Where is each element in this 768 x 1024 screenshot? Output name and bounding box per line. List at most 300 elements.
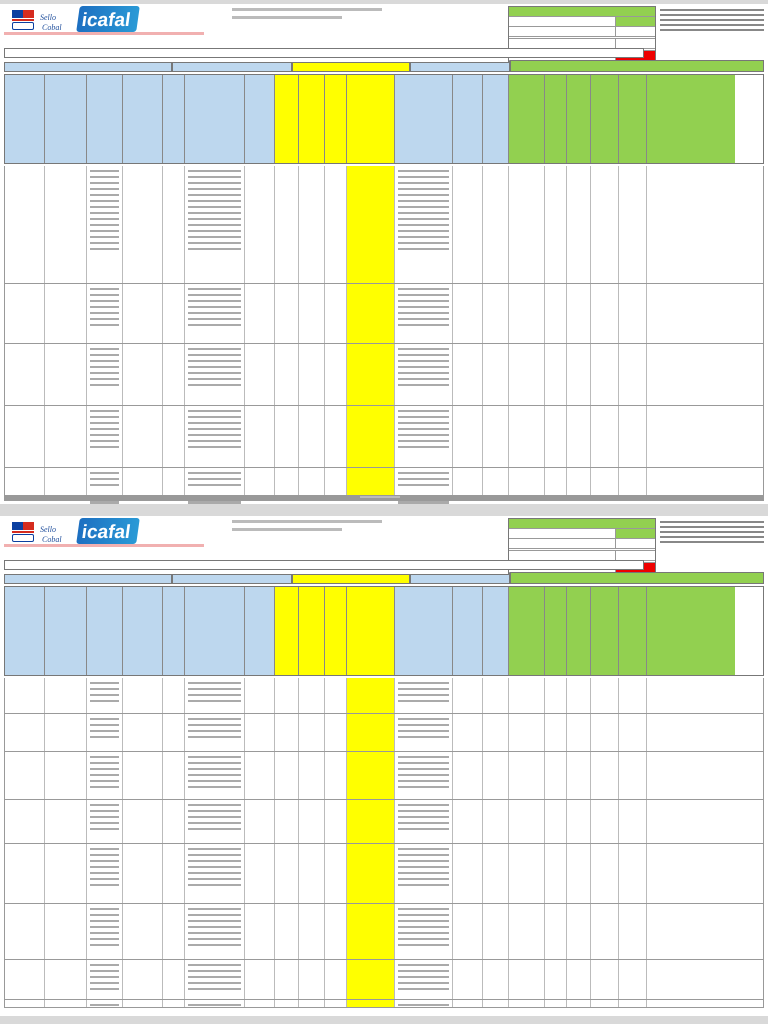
table-cell bbox=[299, 844, 325, 903]
table-cell bbox=[395, 904, 453, 959]
table-cell bbox=[347, 844, 395, 903]
table-cell bbox=[567, 714, 591, 751]
table-cell bbox=[453, 714, 483, 751]
table-row bbox=[4, 284, 764, 344]
svg-text:Cobal: Cobal bbox=[42, 535, 62, 544]
table-cell bbox=[163, 468, 185, 495]
table-cell bbox=[325, 844, 347, 903]
table-cell bbox=[509, 678, 545, 713]
table-cell bbox=[87, 166, 123, 283]
table-cell bbox=[647, 800, 735, 843]
table-cell bbox=[567, 166, 591, 283]
table-cell bbox=[453, 800, 483, 843]
table-cell bbox=[245, 752, 275, 799]
table-cell bbox=[545, 1000, 567, 1007]
table-row bbox=[4, 960, 764, 1000]
risk-matrix-body-2 bbox=[4, 678, 764, 1008]
table-cell bbox=[545, 960, 567, 999]
table-cell bbox=[509, 960, 545, 999]
table-cell bbox=[509, 1000, 545, 1007]
table-cell bbox=[395, 1000, 453, 1007]
table-cell bbox=[5, 752, 45, 799]
table-cell bbox=[347, 344, 395, 405]
table-cell bbox=[45, 468, 87, 495]
table-cell bbox=[185, 344, 245, 405]
table-cell bbox=[245, 166, 275, 283]
table-cell bbox=[483, 800, 509, 843]
table-row bbox=[4, 844, 764, 904]
table-cell bbox=[591, 844, 619, 903]
table-cell bbox=[325, 714, 347, 751]
table-cell bbox=[245, 800, 275, 843]
table-cell bbox=[325, 678, 347, 713]
table-cell bbox=[619, 960, 647, 999]
table-cell bbox=[45, 904, 87, 959]
table-cell bbox=[5, 1000, 45, 1007]
table-cell bbox=[325, 960, 347, 999]
table-cell bbox=[619, 678, 647, 713]
table-cell bbox=[509, 468, 545, 495]
table-cell bbox=[185, 752, 245, 799]
table-cell bbox=[299, 1000, 325, 1007]
table-cell bbox=[483, 844, 509, 903]
table-cell bbox=[325, 800, 347, 843]
company-title bbox=[232, 8, 382, 11]
table-cell bbox=[395, 468, 453, 495]
table-row bbox=[4, 166, 764, 284]
table-cell bbox=[45, 344, 87, 405]
table-cell bbox=[185, 166, 245, 283]
table-cell bbox=[509, 284, 545, 343]
table-cell bbox=[275, 752, 299, 799]
table-cell bbox=[123, 678, 163, 713]
table-cell bbox=[87, 344, 123, 405]
table-cell bbox=[275, 960, 299, 999]
table-cell bbox=[185, 904, 245, 959]
table-cell bbox=[483, 752, 509, 799]
table-cell bbox=[5, 344, 45, 405]
table-cell bbox=[163, 752, 185, 799]
table-cell bbox=[5, 166, 45, 283]
table-cell bbox=[647, 904, 735, 959]
area-info-row bbox=[4, 48, 644, 58]
table-cell bbox=[163, 166, 185, 283]
table-cell bbox=[299, 406, 325, 467]
table-row bbox=[4, 752, 764, 800]
table-row bbox=[4, 500, 764, 501]
table-cell bbox=[325, 904, 347, 959]
table-cell bbox=[545, 752, 567, 799]
table-cell bbox=[567, 284, 591, 343]
svg-text:icafal: icafal bbox=[80, 522, 132, 543]
table-cell bbox=[123, 406, 163, 467]
table-cell bbox=[5, 406, 45, 467]
area-info-row bbox=[4, 560, 644, 570]
table-cell bbox=[453, 468, 483, 495]
table-cell bbox=[347, 752, 395, 799]
table-cell bbox=[123, 752, 163, 799]
table-cell bbox=[87, 960, 123, 999]
table-cell bbox=[87, 678, 123, 713]
table-cell bbox=[483, 166, 509, 283]
table-cell bbox=[5, 904, 45, 959]
table-cell bbox=[45, 166, 87, 283]
table-cell bbox=[245, 468, 275, 495]
table-cell bbox=[567, 406, 591, 467]
table-cell bbox=[591, 344, 619, 405]
table-cell bbox=[647, 752, 735, 799]
table-cell bbox=[483, 904, 509, 959]
table-row bbox=[4, 344, 764, 406]
table-cell bbox=[275, 284, 299, 343]
table-cell bbox=[395, 960, 453, 999]
government-logo-icon bbox=[12, 522, 34, 544]
section-controls bbox=[172, 62, 292, 72]
table-cell bbox=[299, 166, 325, 283]
table-cell bbox=[647, 468, 735, 495]
government-logo-icon bbox=[12, 10, 34, 32]
table-cell bbox=[123, 166, 163, 283]
table-cell bbox=[545, 406, 567, 467]
table-cell bbox=[509, 406, 545, 467]
table-cell bbox=[545, 714, 567, 751]
table-cell bbox=[325, 752, 347, 799]
table-cell bbox=[325, 284, 347, 343]
table-cell bbox=[545, 166, 567, 283]
table-cell bbox=[453, 844, 483, 903]
risk-formula-note bbox=[660, 6, 764, 46]
company-logo-icon bbox=[76, 518, 140, 544]
table-cell bbox=[5, 844, 45, 903]
table-cell bbox=[591, 752, 619, 799]
svg-text:Sello: Sello bbox=[40, 525, 56, 534]
table-cell bbox=[325, 406, 347, 467]
table-cell bbox=[567, 800, 591, 843]
table-cell bbox=[275, 166, 299, 283]
table-cell bbox=[395, 800, 453, 843]
table-cell bbox=[545, 844, 567, 903]
table-cell bbox=[647, 1000, 735, 1007]
table-cell bbox=[591, 678, 619, 713]
table-cell bbox=[567, 752, 591, 799]
table-cell bbox=[567, 678, 591, 713]
table-cell bbox=[163, 344, 185, 405]
table-cell bbox=[87, 406, 123, 467]
company-title bbox=[232, 520, 382, 523]
table-cell bbox=[619, 752, 647, 799]
table-cell bbox=[395, 714, 453, 751]
header-warning-text bbox=[4, 32, 204, 35]
table-cell bbox=[567, 468, 591, 495]
table-cell bbox=[483, 406, 509, 467]
table-cell bbox=[185, 844, 245, 903]
table-cell bbox=[647, 844, 735, 903]
table-cell bbox=[567, 960, 591, 999]
table-cell bbox=[5, 284, 45, 343]
column-headers bbox=[4, 74, 764, 164]
table-cell bbox=[509, 844, 545, 903]
table-cell bbox=[299, 344, 325, 405]
table-cell bbox=[567, 844, 591, 903]
table-cell bbox=[483, 960, 509, 999]
table-cell bbox=[509, 714, 545, 751]
table-cell bbox=[509, 344, 545, 405]
table-cell bbox=[275, 468, 299, 495]
matrix-code bbox=[232, 528, 342, 531]
table-cell bbox=[483, 468, 509, 495]
table-cell bbox=[163, 960, 185, 999]
table-cell bbox=[453, 678, 483, 713]
table-cell bbox=[545, 344, 567, 405]
table-cell bbox=[395, 752, 453, 799]
table-cell bbox=[163, 406, 185, 467]
table-cell bbox=[275, 800, 299, 843]
table-cell bbox=[185, 468, 245, 495]
table-cell bbox=[619, 406, 647, 467]
table-row bbox=[4, 800, 764, 844]
table-cell bbox=[185, 800, 245, 843]
table-cell bbox=[619, 166, 647, 283]
table-row bbox=[4, 904, 764, 960]
section-additional-measures bbox=[410, 574, 510, 584]
table-cell bbox=[647, 344, 735, 405]
table-cell bbox=[545, 904, 567, 959]
table-cell bbox=[347, 284, 395, 343]
table-cell bbox=[509, 752, 545, 799]
table-cell bbox=[45, 752, 87, 799]
section-residual-risk bbox=[510, 60, 764, 72]
table-cell bbox=[567, 904, 591, 959]
table-cell bbox=[545, 284, 567, 343]
table-cell bbox=[245, 406, 275, 467]
sheet-page-2 bbox=[0, 516, 768, 1016]
table-cell bbox=[453, 960, 483, 999]
table-cell bbox=[325, 468, 347, 495]
table-cell bbox=[395, 678, 453, 713]
table-cell bbox=[275, 344, 299, 405]
matrix-code bbox=[232, 16, 342, 19]
table-cell bbox=[619, 344, 647, 405]
table-cell bbox=[275, 406, 299, 467]
table-cell bbox=[123, 344, 163, 405]
table-cell bbox=[483, 344, 509, 405]
table-cell bbox=[163, 844, 185, 903]
section-description bbox=[4, 574, 172, 584]
table-cell bbox=[299, 468, 325, 495]
table-cell bbox=[545, 468, 567, 495]
svg-text:icafal: icafal bbox=[80, 10, 132, 31]
company-logo-icon bbox=[76, 6, 140, 32]
section-evaluation bbox=[292, 574, 410, 584]
table-cell bbox=[647, 714, 735, 751]
table-cell bbox=[325, 1000, 347, 1007]
table-cell bbox=[591, 800, 619, 843]
table-cell bbox=[453, 1000, 483, 1007]
table-cell bbox=[5, 960, 45, 999]
table-cell bbox=[87, 844, 123, 903]
table-cell bbox=[453, 406, 483, 467]
table-cell bbox=[347, 1000, 395, 1007]
table-cell bbox=[245, 904, 275, 959]
table-cell bbox=[5, 714, 45, 751]
seal-logo-icon bbox=[38, 8, 72, 34]
table-cell bbox=[163, 1000, 185, 1007]
table-cell bbox=[347, 468, 395, 495]
table-cell bbox=[453, 284, 483, 343]
section-evaluation bbox=[292, 62, 410, 72]
table-cell bbox=[347, 406, 395, 467]
table-cell bbox=[591, 166, 619, 283]
table-cell bbox=[299, 752, 325, 799]
table-cell bbox=[299, 960, 325, 999]
table-cell bbox=[163, 714, 185, 751]
section-description bbox=[4, 62, 172, 72]
table-cell bbox=[5, 678, 45, 713]
table-cell bbox=[347, 166, 395, 283]
table-cell bbox=[299, 678, 325, 713]
table-cell bbox=[245, 714, 275, 751]
table-cell bbox=[163, 284, 185, 343]
table-cell bbox=[325, 344, 347, 405]
table-cell bbox=[123, 800, 163, 843]
seal-logo-icon bbox=[38, 520, 72, 546]
table-cell bbox=[325, 166, 347, 283]
table-cell bbox=[185, 678, 245, 713]
table-cell bbox=[453, 904, 483, 959]
table-row bbox=[4, 468, 764, 496]
table-cell bbox=[591, 406, 619, 467]
table-row bbox=[4, 1000, 764, 1008]
table-cell bbox=[591, 960, 619, 999]
table-cell bbox=[123, 284, 163, 343]
table-cell bbox=[123, 904, 163, 959]
table-cell bbox=[245, 678, 275, 713]
table-row bbox=[4, 678, 764, 714]
table-cell bbox=[245, 844, 275, 903]
table-cell bbox=[453, 752, 483, 799]
table-cell bbox=[87, 752, 123, 799]
table-cell bbox=[45, 960, 87, 999]
table-cell bbox=[619, 284, 647, 343]
table-cell bbox=[87, 468, 123, 495]
table-cell bbox=[275, 714, 299, 751]
table-cell bbox=[567, 344, 591, 405]
table-cell bbox=[347, 678, 395, 713]
page-footer bbox=[360, 496, 400, 498]
table-cell bbox=[185, 1000, 245, 1007]
table-cell bbox=[5, 468, 45, 495]
table-cell bbox=[245, 1000, 275, 1007]
table-cell bbox=[483, 714, 509, 751]
table-cell bbox=[591, 1000, 619, 1007]
table-cell bbox=[591, 714, 619, 751]
table-cell bbox=[87, 800, 123, 843]
header-warning-text bbox=[4, 544, 204, 547]
table-cell bbox=[123, 714, 163, 751]
table-cell bbox=[509, 800, 545, 843]
table-cell bbox=[45, 1000, 87, 1007]
table-cell bbox=[619, 1000, 647, 1007]
sheet-page-1 bbox=[0, 4, 768, 504]
table-cell bbox=[123, 1000, 163, 1007]
table-cell bbox=[87, 904, 123, 959]
table-cell bbox=[185, 714, 245, 751]
table-cell bbox=[275, 844, 299, 903]
table-cell bbox=[347, 800, 395, 843]
table-cell bbox=[647, 284, 735, 343]
table-cell bbox=[299, 800, 325, 843]
table-cell bbox=[45, 284, 87, 343]
table-cell bbox=[395, 344, 453, 405]
column-headers bbox=[4, 586, 764, 676]
section-controls bbox=[172, 574, 292, 584]
table-cell bbox=[395, 844, 453, 903]
table-cell bbox=[347, 714, 395, 751]
section-additional-measures bbox=[410, 62, 510, 72]
table-cell bbox=[299, 904, 325, 959]
table-cell bbox=[483, 678, 509, 713]
table-cell bbox=[163, 678, 185, 713]
table-cell bbox=[163, 904, 185, 959]
table-cell bbox=[275, 904, 299, 959]
table-cell bbox=[619, 844, 647, 903]
table-cell bbox=[87, 714, 123, 751]
table-cell bbox=[45, 844, 87, 903]
table-cell bbox=[123, 960, 163, 999]
table-cell bbox=[45, 800, 87, 843]
table-cell bbox=[45, 678, 87, 713]
table-cell bbox=[395, 166, 453, 283]
table-cell bbox=[647, 166, 735, 283]
table-cell bbox=[87, 284, 123, 343]
table-cell bbox=[509, 904, 545, 959]
svg-text:Sello: Sello bbox=[40, 13, 56, 22]
table-cell bbox=[185, 960, 245, 999]
table-cell bbox=[5, 800, 45, 843]
table-cell bbox=[163, 800, 185, 843]
table-row bbox=[4, 714, 764, 752]
table-cell bbox=[567, 1000, 591, 1007]
table-cell bbox=[87, 1000, 123, 1007]
risk-formula-note bbox=[660, 518, 764, 558]
svg-text:Cobal: Cobal bbox=[42, 23, 62, 32]
table-cell bbox=[545, 800, 567, 843]
table-cell bbox=[647, 960, 735, 999]
table-cell bbox=[123, 468, 163, 495]
table-cell bbox=[591, 284, 619, 343]
table-cell bbox=[275, 1000, 299, 1007]
table-cell bbox=[453, 344, 483, 405]
table-cell bbox=[483, 1000, 509, 1007]
table-cell bbox=[45, 406, 87, 467]
table-cell bbox=[245, 284, 275, 343]
table-cell bbox=[185, 406, 245, 467]
table-cell bbox=[347, 960, 395, 999]
table-cell bbox=[545, 678, 567, 713]
table-cell bbox=[123, 844, 163, 903]
table-cell bbox=[45, 714, 87, 751]
table-cell bbox=[619, 904, 647, 959]
table-cell bbox=[619, 800, 647, 843]
table-cell bbox=[483, 284, 509, 343]
risk-matrix-body-1 bbox=[4, 166, 764, 501]
table-cell bbox=[509, 166, 545, 283]
table-cell bbox=[647, 678, 735, 713]
section-residual-risk bbox=[510, 572, 764, 584]
table-cell bbox=[347, 904, 395, 959]
table-cell bbox=[647, 406, 735, 467]
table-cell bbox=[185, 284, 245, 343]
